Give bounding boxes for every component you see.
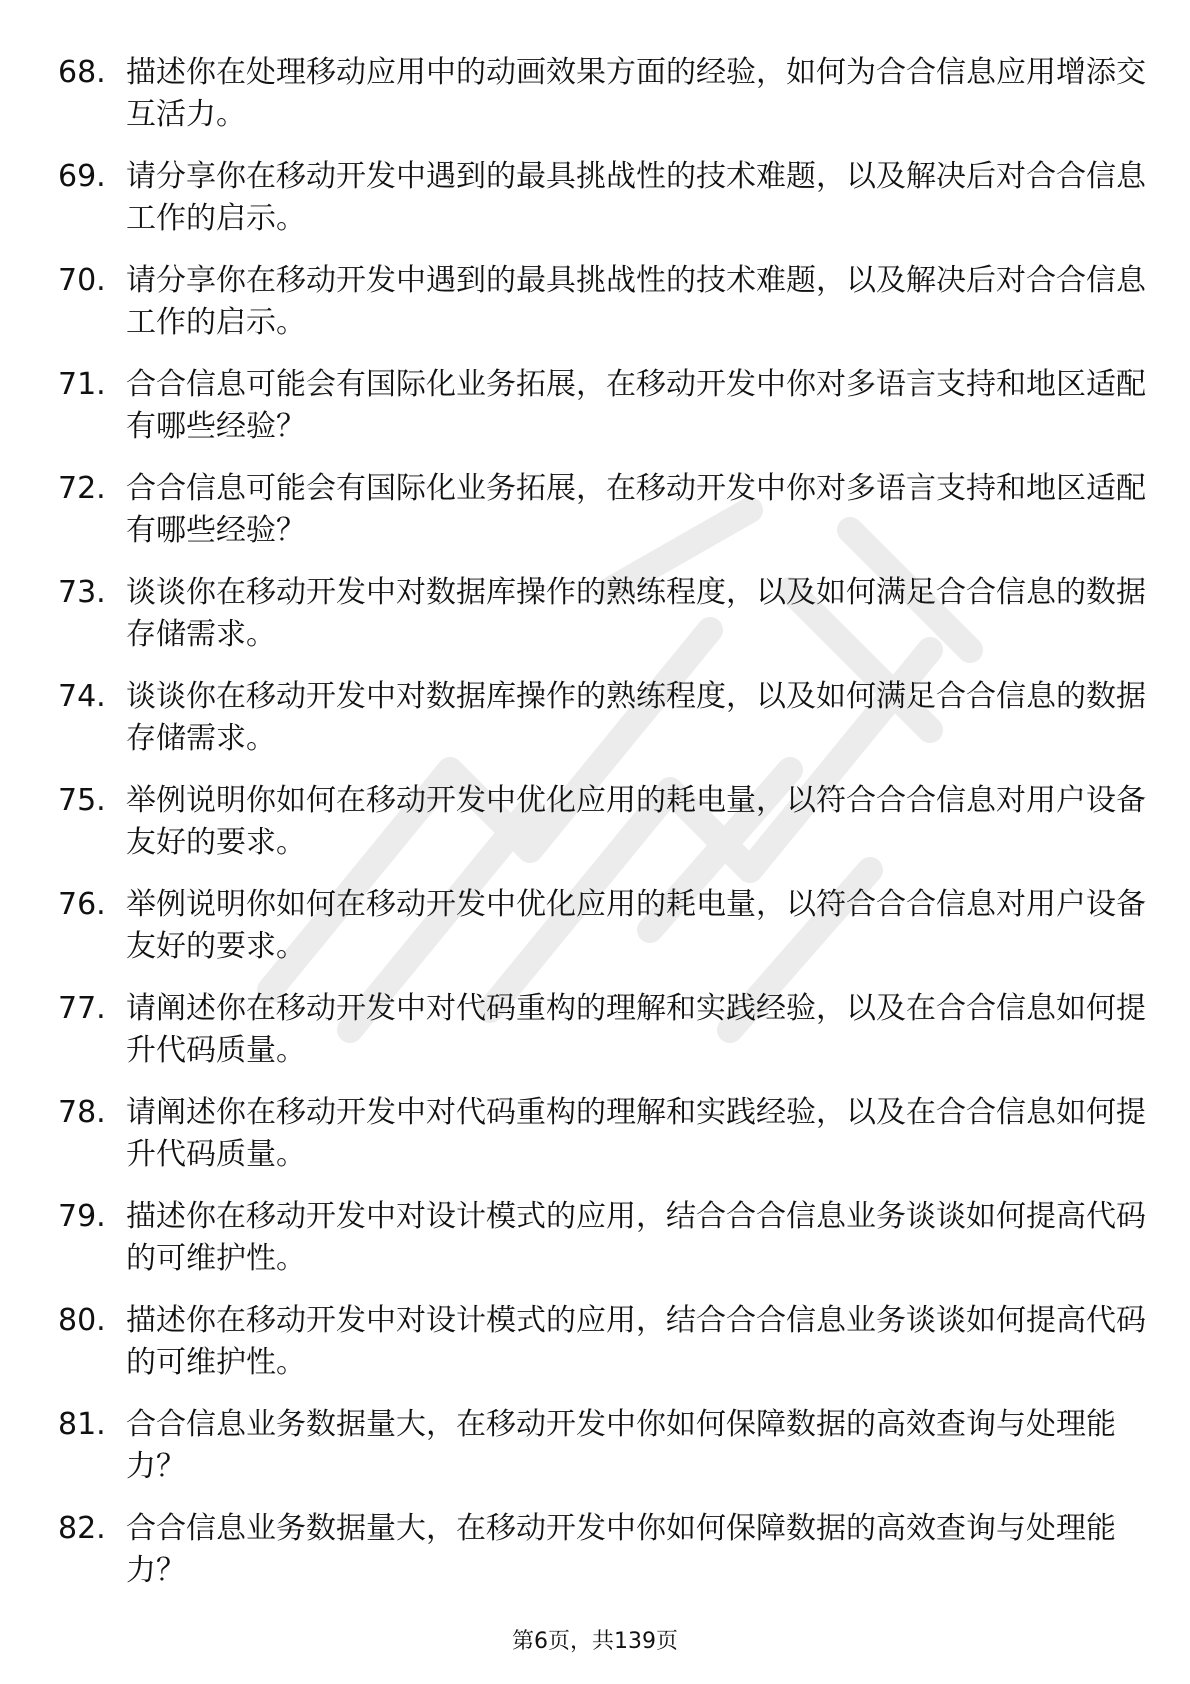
- question-item: [58, 572, 1146, 676]
- question-item: [58, 1196, 1146, 1300]
- question-text: 合合信息可能会有国际化业务拓展，在移动开发中你对多语言支持和地区适配有哪些经验？: [126, 471, 1146, 548]
- question-text: 请阐述你在移动开发中对代码重构的理解和实践经验，以及在合合信息如何提升代码质量。: [126, 991, 1146, 1068]
- question-text: 请阐述你在移动开发中对代码重构的理解和实践经验，以及在合合信息如何提升代码质量。: [126, 1095, 1146, 1172]
- question-text: 合合信息业务数据量大，在移动开发中你如何保障数据的高效查询与处理能力？: [126, 1407, 1116, 1484]
- question-text: 请分享你在移动开发中遇到的最具挑战性的技术难题，以及解决后对合合信息工作的启示。: [126, 263, 1146, 340]
- question-item: [58, 780, 1146, 884]
- question-number: 68.: [58, 55, 106, 90]
- question-text: 请分享你在移动开发中遇到的最具挑战性的技术难题，以及解决后对合合信息工作的启示。: [126, 159, 1146, 236]
- question-number: 76.: [58, 887, 106, 922]
- question-item: [58, 676, 1146, 780]
- question-text: 描述你在移动开发中对设计模式的应用，结合合合信息业务谈谈如何提高代码的可维护性。: [126, 1303, 1146, 1380]
- question-number: 79.: [58, 1199, 106, 1234]
- question-number: 69.: [58, 159, 106, 194]
- question-number: 70.: [58, 263, 106, 298]
- question-text: 举例说明你如何在移动开发中优化应用的耗电量，以符合合合信息对用户设备友好的要求。: [126, 887, 1146, 964]
- question-item: [58, 884, 1146, 988]
- question-number: 72.: [58, 471, 106, 506]
- question-number: 81.: [58, 1407, 106, 1442]
- question-list: [58, 52, 1146, 1612]
- question-number: 74.: [58, 679, 106, 714]
- question-item: [58, 364, 1146, 468]
- question-text: 描述你在移动开发中对设计模式的应用，结合合合信息业务谈谈如何提高代码的可维护性。: [126, 1199, 1146, 1276]
- question-text: 描述你在处理移动应用中的动画效果方面的经验，如何为合合信息应用增添交互活力。: [126, 55, 1146, 132]
- question-number: 78.: [58, 1095, 106, 1130]
- question-item: [58, 468, 1146, 572]
- question-number: 75.: [58, 783, 106, 818]
- question-item: [58, 260, 1146, 364]
- question-item: [58, 1404, 1138, 1508]
- question-item: [58, 156, 1146, 260]
- question-text: 谈谈你在移动开发中对数据库操作的熟练程度，以及如何满足合合信息的数据存储需求。: [126, 575, 1146, 652]
- question-text: 谈谈你在移动开发中对数据库操作的熟练程度，以及如何满足合合信息的数据存储需求。: [126, 679, 1146, 756]
- question-text: 合合信息可能会有国际化业务拓展，在移动开发中你对多语言支持和地区适配有哪些经验？: [126, 367, 1146, 444]
- question-number: 71.: [58, 367, 106, 402]
- question-number: 73.: [58, 575, 106, 610]
- question-item: [58, 52, 1146, 156]
- question-number: 82.: [58, 1511, 106, 1546]
- question-text: 举例说明你如何在移动开发中优化应用的耗电量，以符合合合信息对用户设备友好的要求。: [126, 783, 1146, 860]
- page-footer: 第6页，共139页: [512, 1629, 678, 1654]
- question-text: 合合信息业务数据量大，在移动开发中你如何保障数据的高效查询与处理能力？: [126, 1511, 1116, 1588]
- question-item: [58, 1092, 1146, 1196]
- question-item: [58, 1508, 1138, 1612]
- question-number: 77.: [58, 991, 106, 1026]
- question-number: 80.: [58, 1303, 106, 1338]
- question-item: [58, 988, 1146, 1092]
- question-item: [58, 1300, 1146, 1404]
